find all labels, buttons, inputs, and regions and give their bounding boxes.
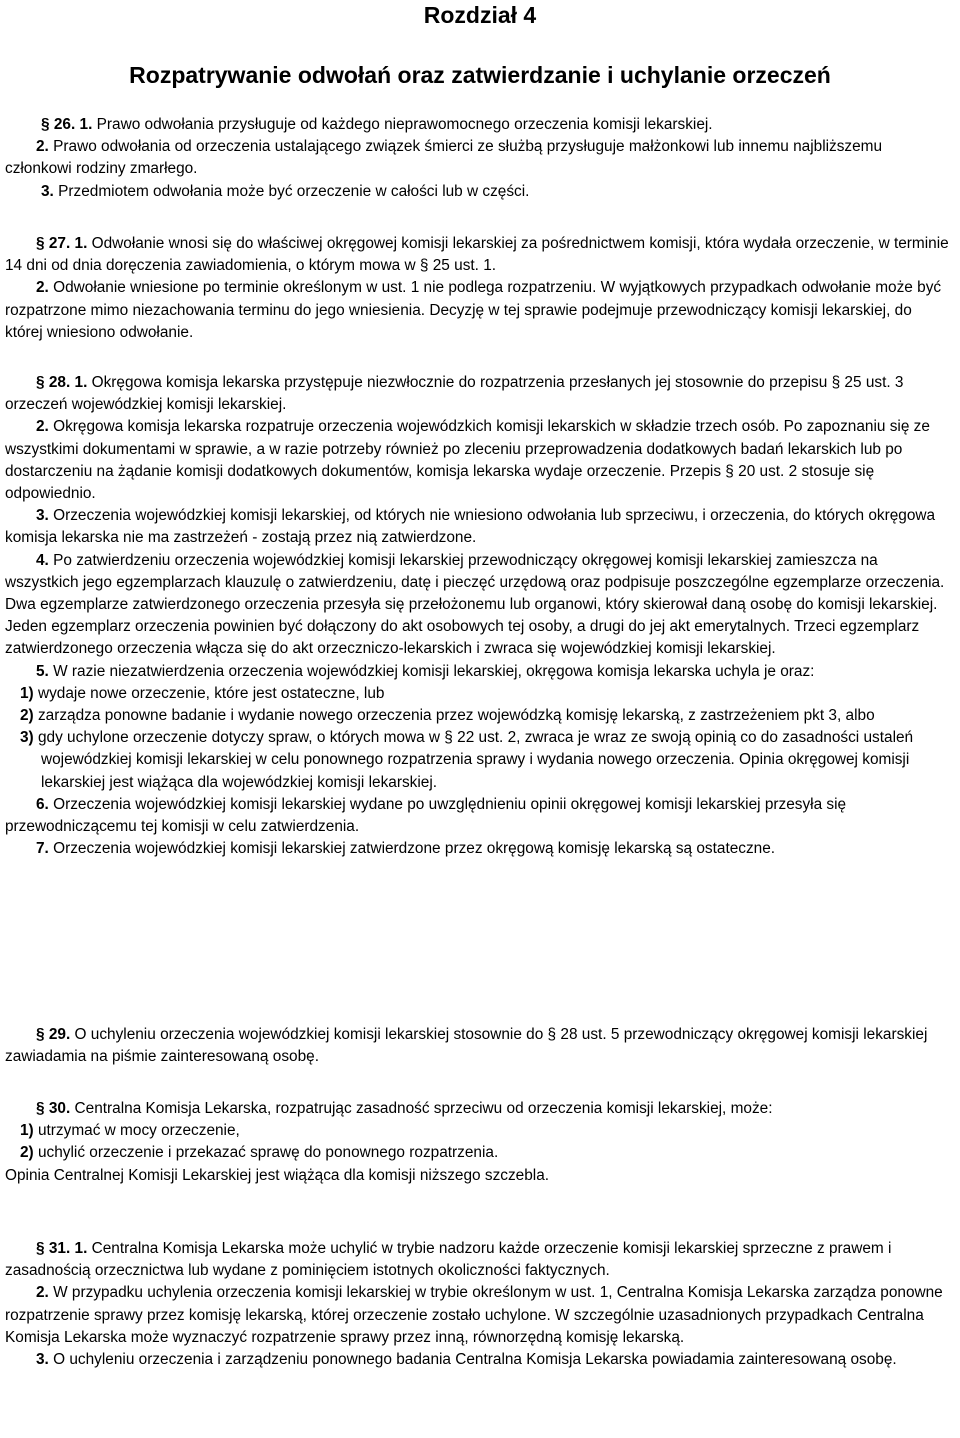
list-item-number: 1) <box>20 684 34 702</box>
article-26 <box>5 114 953 203</box>
paragraph <box>5 838 953 860</box>
paragraph-text: Przedmiotem odwołania może być orzeczenie w całości lub w części. <box>58 182 530 200</box>
paragraph <box>5 114 953 136</box>
paragraph-number: 5. <box>36 662 49 680</box>
list-item-text: utrzymać w mocy orzeczenie, <box>37 1122 240 1140</box>
paragraph <box>5 505 953 549</box>
paragraph-number: 3. <box>36 1351 49 1369</box>
paragraph-number: 3. <box>36 507 49 525</box>
paragraph-number: 3. <box>41 182 54 200</box>
paragraph-number: § 29. <box>36 1026 71 1043</box>
article-30 <box>5 1098 953 1187</box>
paragraph-text: Prawo odwołania przysługuje od każdego nieprawomocnego orzeczenia komisji lekarskiej. <box>96 116 713 133</box>
paragraph-text: Centralna Komisja Lekarska może uchylić w trybie nadzoru każde orzeczenie komisji lekarskiej sprzeczne z prawem i zasadnością orzecznictwa lub wydane z pominięciem istotnych okoliczności faktycznych. <box>5 1240 892 1280</box>
paragraph-number: 6. <box>36 795 49 813</box>
paragraph-number: § 30. <box>36 1100 71 1117</box>
article-28 <box>5 372 953 860</box>
list-item <box>5 705 953 727</box>
paragraph-number: § 26. 1. <box>41 116 93 133</box>
list-item <box>5 727 953 794</box>
paragraph <box>5 1024 953 1068</box>
paragraph <box>5 550 953 661</box>
paragraph-number: § 31. 1. <box>36 1240 88 1257</box>
list-item <box>5 683 953 705</box>
paragraph <box>5 1098 953 1120</box>
paragraph <box>5 1349 953 1371</box>
paragraph-number: 7. <box>36 840 49 858</box>
paragraph-text: W razie niezatwierdzenia orzeczenia wojewódzkiej komisji lekarskiej, okręgowa komisja lekarska uchyla je oraz: <box>53 662 815 680</box>
paragraph <box>5 1282 953 1349</box>
list-item-number: 2) <box>20 1144 34 1162</box>
paragraph-number: § 27. 1. <box>36 235 88 252</box>
list-item-number: 1) <box>20 1122 34 1140</box>
list-item <box>5 1120 953 1142</box>
list-item-text: wydaje nowe orzeczenie, które jest ostateczne, lub <box>37 684 385 702</box>
paragraph-text: Orzeczenia wojewódzkiej komisji lekarskiej, od których nie wniesiono odwołania lub sprzeciwu, i orzeczenia, do których okręgowa komisja lekarska nie ma zastrzeżeń - zostają przez nią zatwierdzone. <box>5 507 936 547</box>
paragraph <box>5 661 953 683</box>
article-31 <box>5 1238 953 1371</box>
paragraph <box>5 794 953 838</box>
list-item-text: uchylić orzeczenie i przekazać sprawę do ponownego rozpatrzenia. <box>37 1144 499 1162</box>
paragraph-number: 2. <box>36 1284 49 1302</box>
paragraph <box>5 1238 953 1282</box>
paragraph <box>5 136 953 180</box>
paragraph: Opinia Centralnej Komisji Lekarskiej jest wiążąca dla komisji niższego szczebla. <box>5 1166 550 1184</box>
paragraph-text: Centralna Komisja Lekarska, rozpatrując zasadność sprzeciwu od orzeczenia komisji lekarskiej, może: <box>74 1100 773 1117</box>
paragraph-text: Odwołanie wniesione po terminie określonym w ust. 1 nie podlega rozpatrzeniu. W wyjątkowych przypadkach odwołanie może być rozpatrzone mimo niezachowania terminu do jego wniesienia. Decyzję w tej sprawie podejmuje przewodniczący komisji lekarskiej, do której wniesiono odwołanie. <box>5 279 942 341</box>
paragraph-text: W przypadku uchylenia orzeczenia komisji lekarskiej w trybie określonym w ust. 1, Centralna Komisja Lekarska zarządza ponowne rozpatrzenie sprawy przez komisję lekarską, której orzeczenie zostało uchylone. W szczególnie uzasadnionych przypadkach Centralna Komisja Lekarska może wyznaczyć rozpatrzenie sprawy przez inną, równorzędną komisję lekarską. <box>5 1284 943 1346</box>
paragraph-text: Okręgowa komisja lekarska rozpatruje orzeczenia wojewódzkich komisji lekarskich w składzie trzech osób. Po zapoznaniu się ze wszystkimi dokumentami w sprawie, a w razie potrzeby również po zleceniu przeprowadzenia dodatkowych badań lekarskich lub po dostarczeniu na żądanie komisji dodatkowych dokumentów, komisja lekarska wydaje orzeczenie. Przepis § 20 ust. 2 stosuje się odpowiednio. <box>5 418 930 503</box>
paragraph-text: Orzeczenia wojewódzkiej komisji lekarskiej zatwierdzone przez okręgową komisję lekarską są ostateczne. <box>53 840 776 858</box>
paragraph-number: 2. <box>36 418 49 436</box>
paragraph-text: Prawo odwołania od orzeczenia ustalającego związek śmierci ze służbą przysługuje małżonkowi lub innemu najbliższemu członkowi rodziny zmarłego. <box>5 138 883 178</box>
paragraph-number: 4. <box>36 551 49 569</box>
list-item-number: 2) <box>20 707 34 725</box>
paragraph <box>5 416 953 505</box>
paragraph <box>5 233 953 277</box>
list-item-text: gdy uchylone orzeczenie dotyczy spraw, o których mowa w § 22 ust. 2, zwraca je wraz ze swoją opinią co do zasadności ustaleń wojewódzkiej komisji lekarskiej w celu ponownego rozpatrzenia sprawy i wydania nowego orzeczenia. Opinia okręgowej komisji lekarskiej jest wiążąca dla wojewódzkiej komisji lekarskiej. <box>37 729 914 791</box>
list-item-text: zarządza ponowne badanie i wydanie nowego orzeczenia przez wojewódzką komisję lekarską, z zastrzeżeniem pkt 3, albo <box>37 707 875 725</box>
chapter-title: Rozdział 4 <box>423 2 537 28</box>
article-27 <box>5 233 953 344</box>
chapter-subtitle: Rozpatrywanie odwołań oraz zatwierdzanie i uchylanie orzeczeń <box>129 62 831 88</box>
paragraph-text: O uchyleniu orzeczenia i zarządzeniu ponownego badania Centralna Komisja Lekarska powiadamia zainteresowaną osobę. <box>53 1351 897 1369</box>
paragraph <box>5 277 953 344</box>
paragraph <box>5 181 953 203</box>
paragraph-number: § 28. 1. <box>36 374 88 391</box>
paragraph-text: O uchyleniu orzeczenia wojewódzkiej komisji lekarskiej stosownie do § 28 ust. 5 przewodniczący okręgowej komisji lekarskiej zawiadamia na piśmie zainteresowaną osobę. <box>5 1026 928 1066</box>
article-29 <box>5 1024 953 1068</box>
list-item-number: 3) <box>20 729 34 747</box>
list-item <box>5 1142 953 1164</box>
paragraph-text: Okręgowa komisja lekarska przystępuje niezwłocznie do rozpatrzenia przesłanych jej stosownie do przepisu § 25 ust. 3 orzeczeń wojewódzkiej komisji lekarskiej. <box>5 374 904 414</box>
paragraph-text: Orzeczenia wojewódzkiej komisji lekarskiej wydane po uwzględnieniu opinii okręgowej komisji lekarskiej przesyła się przewodniczącemu tej komisji w celu zatwierdzenia. <box>5 795 847 836</box>
paragraph <box>5 372 953 416</box>
paragraph-text: Odwołanie wnosi się do właściwej okręgowej komisji lekarskiej za pośrednictwem komisji, która wydała orzeczenie, w terminie 14 dni od dnia doręczenia zawiadomienia, o którym mowa w § 25 ust. 1. <box>5 235 949 275</box>
paragraph-number: 2. <box>36 279 49 297</box>
paragraph-text: Po zatwierdzeniu orzeczenia wojewódzkiej komisji lekarskiej przewodniczący okręgowej komisji lekarskiej zamieszcza na wszystkich jego egzemplarzach klauzulę o zatwierdzeniu, datę i pieczęć urzędową oraz podpisuje poszczególne egzemplarze orzeczenia. Dwa egzemplarze zatwierdzonego orzeczenia przesyła się przełożonemu lub organowi, który skierował daną osobę do komisji lekarskiej. Jeden egzemplarz orzeczenia powinien być dołączony do akt osobowych tej osoby, a drugi do jej akt emerytalnych. Trzeci egzemplarz zatwierdzonego orzeczenia włącza się do akt orzeczniczo-lekarskich i zwraca się wojewódzkiej komisji lekarskiej. <box>5 551 945 658</box>
paragraph-number: 2. <box>36 138 49 156</box>
